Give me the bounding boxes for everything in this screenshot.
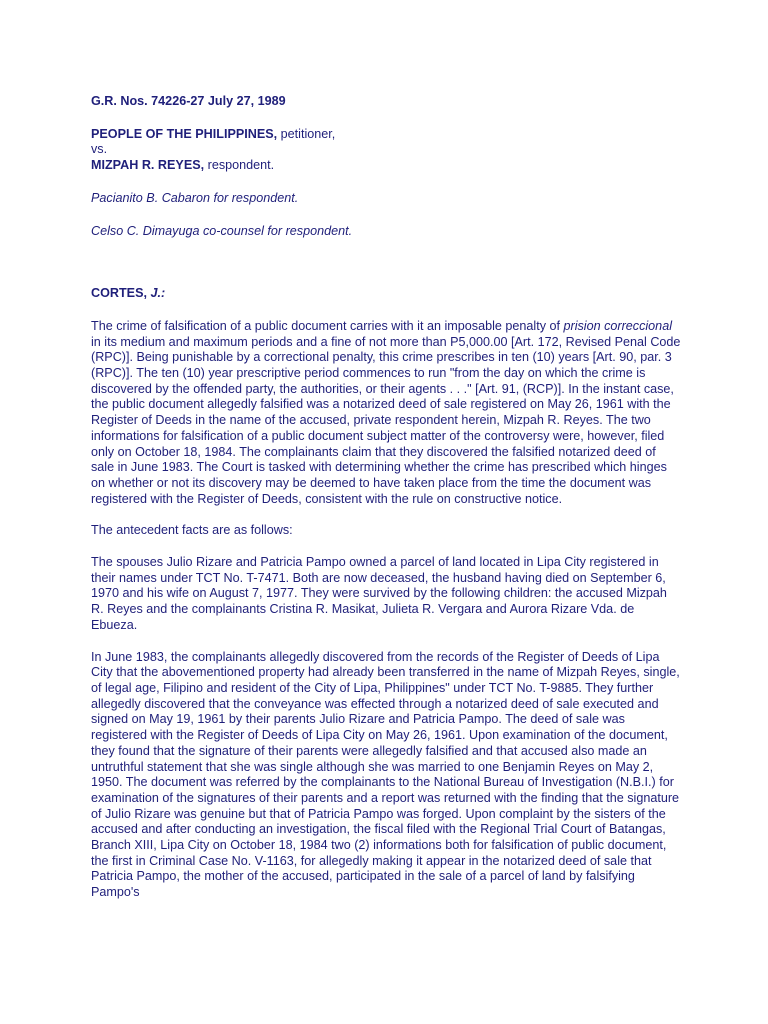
- counsel-line-1: Pacianito B. Cabaron for respondent.: [91, 190, 299, 205]
- paragraph-1-text-b: in its medium and maximum periods and a fine of not more than P5,000.00 [Art. 172, Revised Penal Code (RPC)]. Being punishable by a correctional penalty, this crime prescribes in ten (10) years [Art. 90, par. 3 (RPC)]. The ten (10) year prescriptive period commences to run "from the day on which the crime is discovered by the offended party, the authorities, or their agents . . ." [Art. 91, (RCP)]. In the instant case, the public document allegedly falsified was a notarized deed of sale registered on May 26, 1961 with the Register of Deeds in the name of the accused, private respondent herein, Mizpah R. Reyes. The two informations for falsification of a public document subject matter of the controversy were, however, filed only on October 18, 1984. The complainants claim that they discovered the falsified notarized deed of sale in June 1983. The Court is tasked with determining whether the crime has prescribed which hinges on whether or not its discovery may be deemed to have taken place from the time the document was registered with the Register of Deeds, consistent with the rule on constructive notice.: [91, 334, 681, 506]
- paragraph-3: The spouses Julio Rizare and Patricia Pampo owned a parcel of land located in Lipa City registered in their names under TCT No. T-7471. Both are now deceased, the husband having died on September 6, 1970 and his wife on August 7, 1977. They were survived by the following children: the accused Mizpah R. Reyes and the complainants Cristina R. Masikat, Julieta R. Vergara and Aurora Rizare Vda. de Ebueza.: [91, 555, 667, 632]
- parties-block: [91, 127, 681, 174]
- paragraph-1-text-a: The crime of falsification of a public document carries with it an imposable penalty of: [91, 318, 564, 333]
- ponente-title: J.:: [146, 286, 166, 301]
- paragraph-4: In June 1983, the complainants allegedly discovered from the records of the Register of Deeds of Lipa City that the abovementioned property had already been transferred in the name of Mizpah Reyes, single, of legal age, Filipino and resident of the City of Lipa, Philippines" under TCT No. T-9885. They further allegedly discovered that the conveyance was effected through a notarized deed of sale executed and signed on May 19, 1961 by their parents Julio Rizare and Patricia Pampo. The deed of sale was registered with the Register of Deeds of Lipa City on May 26, 1961. Upon examination of the document, they found that the signature of their parents were allegedly falsified and that accused also made an untruthful statement that she was single although she was married to one Benjamin Reyes on May 2, 1950. The document was referred by the complainants to the National Bureau of Investigation (N.B.I.) for examination of the signatures of their parents and a report was returned with the finding that the signature of Julio Rizare was genuine but that of Patricia Pampo was forged. Upon complaint by the sisters of the accused and after conducting an investigation, the fiscal filed with the Regional Trial Court of Batangas, Branch XIII, Lipa City on October 18, 1984 two (2) informations both for falsification of public document, the first in Criminal Case No. V-1163, for allegedly making it appear in the notarized deed of sale that Patricia Pampo, the mother of the accused, participated in the sale of a parcel of land by falsifying Pampo's: [91, 649, 680, 900]
- case-number-heading: G.R. Nos. 74226-27 July 27, 1989: [91, 94, 286, 108]
- ponente-heading: [91, 286, 681, 302]
- versus-line: vs.: [91, 142, 108, 157]
- paragraph-1-italic: prision correccional: [563, 318, 672, 333]
- respondent-role: respondent.: [204, 158, 275, 173]
- ponente-name: CORTES,: [91, 286, 147, 301]
- petitioner-name: PEOPLE OF THE PHILIPPINES,: [91, 126, 278, 141]
- respondent-line: [91, 158, 681, 174]
- paragraph-2: The antecedent facts are as follows:: [91, 523, 293, 538]
- paragraph-1: [91, 319, 681, 507]
- petitioner-role: petitioner,: [277, 126, 336, 141]
- petitioner-line: [91, 127, 681, 143]
- counsel-line-2: Celso C. Dimayuga co-counsel for respondent.: [91, 223, 353, 238]
- respondent-name: MIZPAH R. REYES,: [91, 158, 205, 173]
- document-page: [91, 94, 681, 917]
